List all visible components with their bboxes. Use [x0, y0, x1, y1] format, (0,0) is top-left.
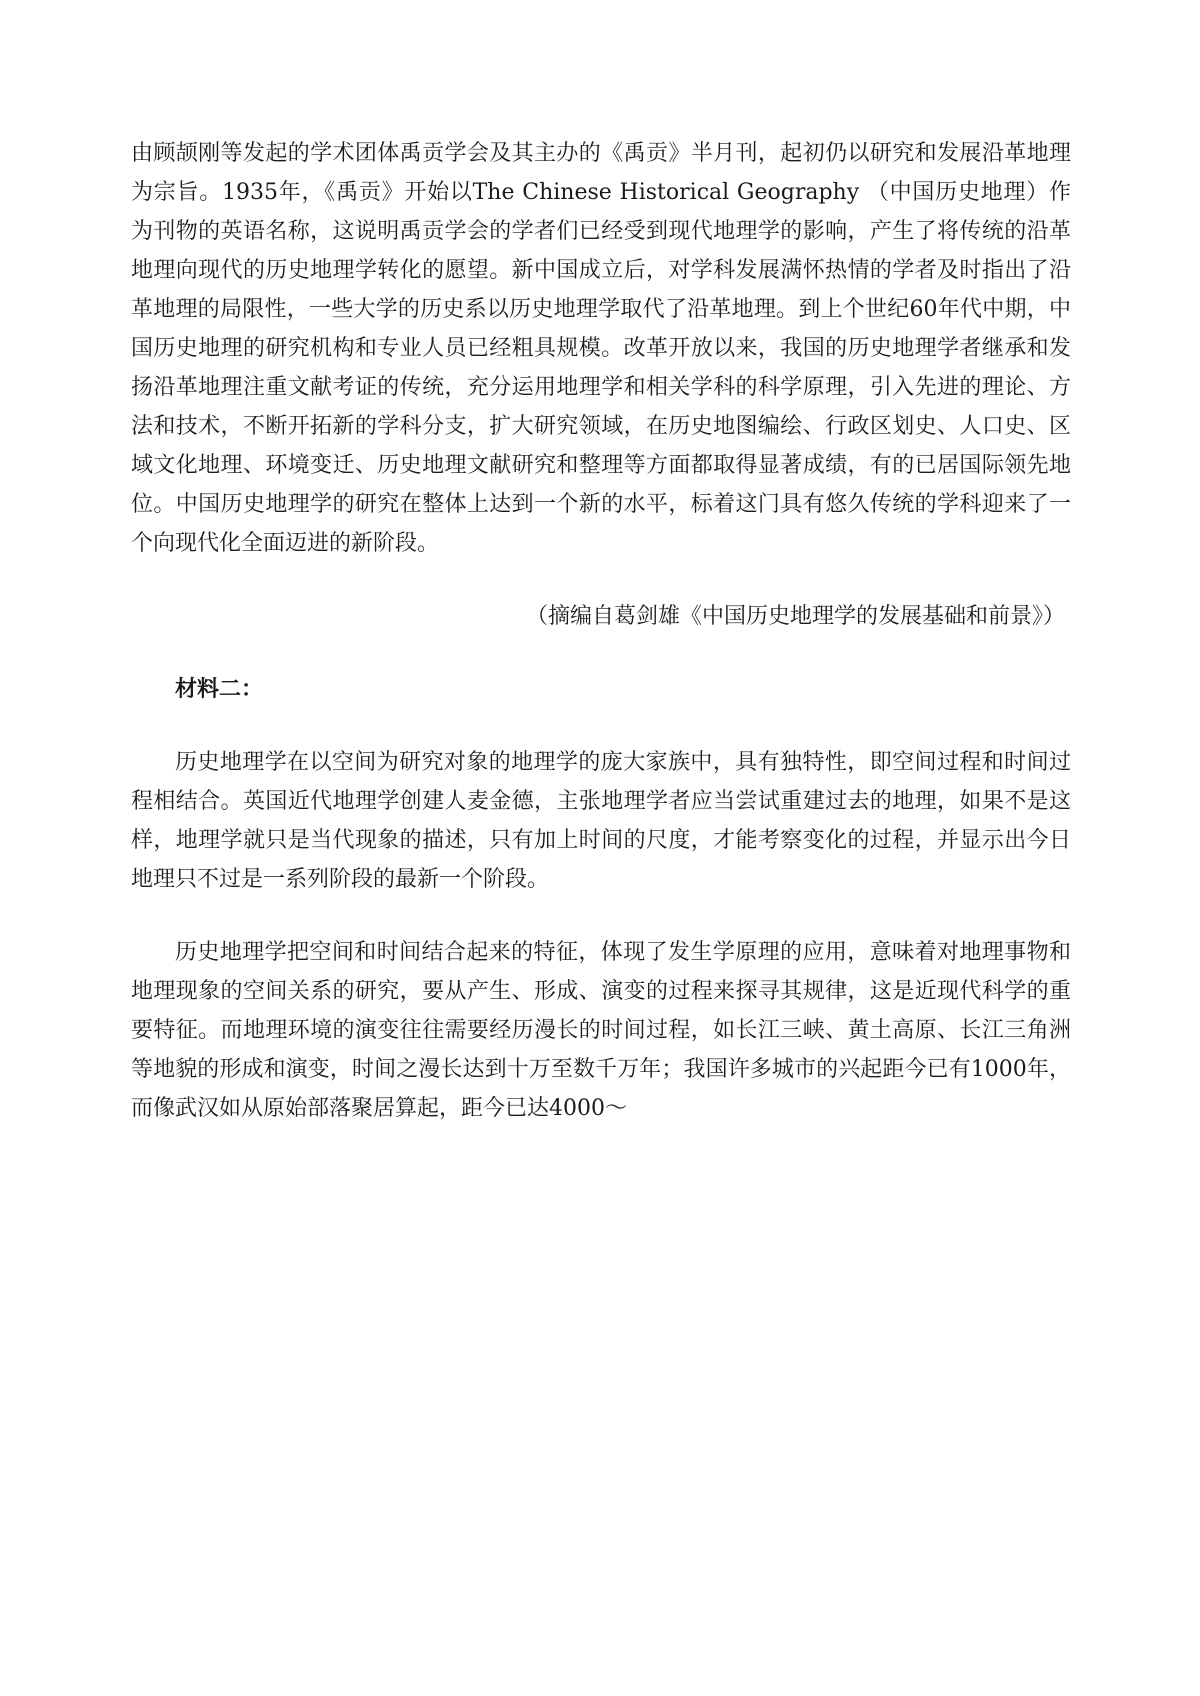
document-page — [131, 134, 1071, 1128]
paragraph-material-one: 由顾颉刚等发起的学术团体禹贡学会及其主办的《禹贡》半月刊，起初仍以研究和发展沿革地理为宗旨。1935年，《禹贡》开始以The Chinese Historical Geography （中国历史地理）作为刊物的英语名称，这说明禹贡学会的学者们已经受到现代地理学的影响，产生了将传统的沿革地理向现代的历史地理学转化的愿望。新中国成立后，对学科发展满怀热情的学者及时指出了沿革地理的局限性，一些大学的历史系以历史地理学取代了沿革地理。到上个世纪60年代中期，中国历史地理的研究机构和专业人员已经粗具规模。改革开放以来，我国的历史地理学者继承和发扬沿革地理注重文献考证的传统，充分运用地理学和相关学科的科学原理，引入先进的理论、方法和技术，不断开拓新的学科分支，扩大研究领域，在历史地图编绘、行政区划史、人口史、区域文化地理、环境变迁、历史地理文献研究和整理等方面都取得显著成绩，有的已居国际领先地位。中国历史地理学的研究在整体上达到一个新的水平，标着这门具有悠久传统的学科迎来了一个向现代化全面迈进的新阶段。 — [131, 141, 1071, 556]
paragraph-material-two-second: 历史地理学把空间和时间结合起来的特征，体现了发生学原理的应用，意味着对地理事物和地理现象的空间关系的研究，要从产生、形成、演变的过程来探寻其规律，这是近现代科学的重要特征。而地理环境的演变往往需要经历漫长的时间过程，如长江三峡、黄土高原、长江三角洲等地貌的形成和演变，时间之漫长达到十万至数千万年；我国许多城市的兴起距今已有1000年，而像武汉如从原始部落聚居算起，距今已达4000～ — [131, 940, 1071, 1121]
section-heading-material-two: 材料二： — [175, 676, 264, 702]
citation: （摘编自葛剑雄《中国历史地理学的发展基础和前景》） — [525, 604, 1065, 629]
paragraph-material-two-first: 历史地理学在以空间为研究对象的地理学的庞大家族中，具有独特性，即空间过程和时间过程相结合。英国近代地理学创建人麦金德，主张地理学者应当尝试重建过去的地理，如果不是这样，地理学就只是当代现象的描述，只有加上时间的尺度，才能考察变化的过程，并显示出今日地理只不过是一系列阶段的最新一个阶段。 — [131, 750, 1071, 892]
